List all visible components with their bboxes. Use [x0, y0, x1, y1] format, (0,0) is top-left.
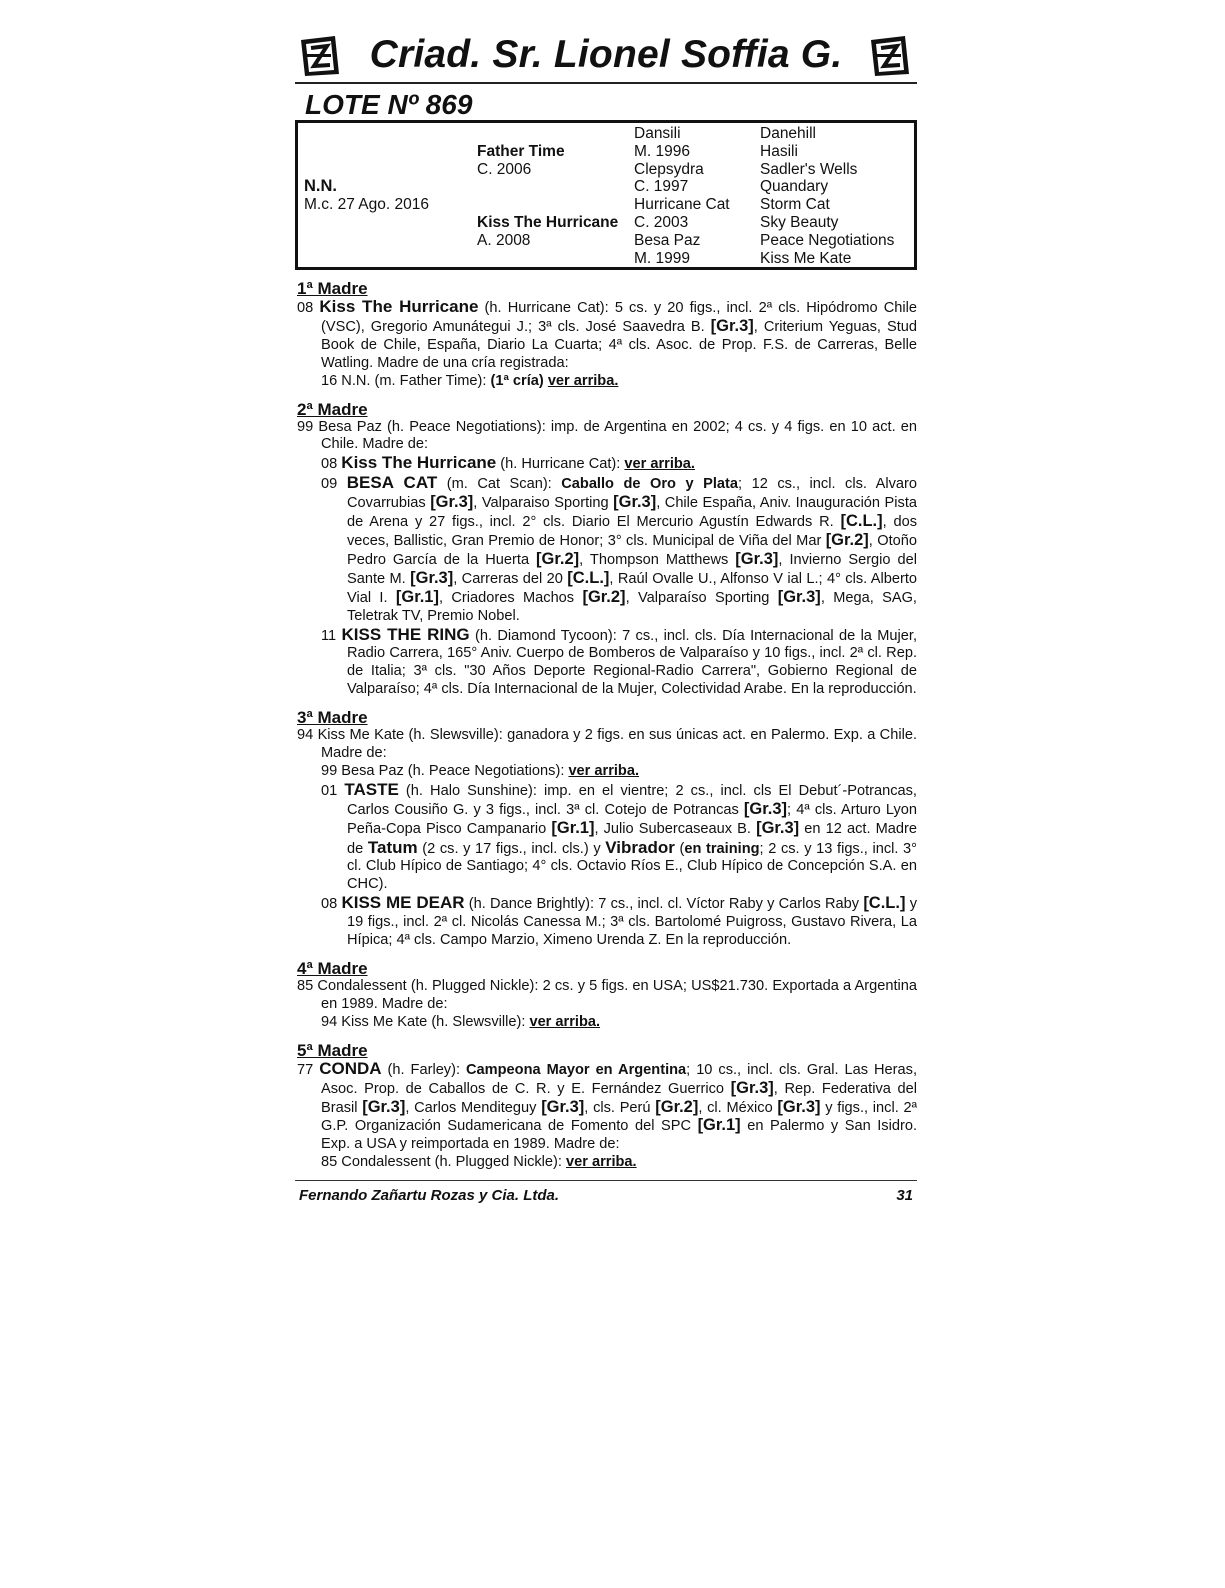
produce-entry: 01 TASTE (h. Halo Sunshine): imp. en el vientre; 2 cs., incl. cls El Debut´-Potrancas, Carlos Cousiño G. y 3 figs., incl. 3ª cl. Cotejo de Potrancas [Gr.3]; 4ª cls. Arturo Lyon Peña-Copa Pisco Campanario [Gr.1], Julio Subercaseaux B. [Gr.3] en 12 act. Madre de Tatum (2 cs. y 17 figs., incl. cls.) y Vibrador (en training; 2 cs. y 13 figs., incl. 3° cl. Club Hípico de Santiago; 4° cls. Octavio Ríos E., Club Hípico de Concepción S.A. en CHC). — [321, 779, 918, 893]
section-title: 2ª Madre — [297, 399, 368, 419]
dam-name: Kiss The Hurricane — [477, 213, 619, 231]
great-grandparent-cell: Sadler's Wells — [760, 160, 858, 178]
grandparent-cell: M. 1999 — [634, 249, 691, 267]
fifth-dam-section — [295, 1042, 917, 1172]
pedigree-parents-column — [477, 125, 618, 250]
third-dam-section — [295, 709, 917, 950]
produce-entry: 08 Kiss The Hurricane (h. Hurricane Cat): ver arriba. — [321, 453, 695, 473]
sire-name: Father Time — [477, 142, 565, 160]
grandparent-cell: M. 1996 — [634, 142, 691, 160]
foal-name: N.N. — [304, 177, 337, 196]
dam-entry: 94 Kiss Me Kate (h. Slewsville): ganadora y 2 figs. en sus únicas act. en Palermo. Exp. a Chile. Madre de: — [297, 727, 917, 762]
pedigree-table — [295, 120, 917, 270]
dam-entry: 08 Kiss The Hurricane (h. Hurricane Cat): 5 cs. y 20 figs., incl. 2ª cls. Hipódromo Chile (VSC), Gregorio Amunátegui J.; 3ª cls. José Saavedra B. [Gr.3], Criterium Yeguas, Stud Book de Chile, España, Diario La Cuarta; 4ª cls. Asoc. de Prop. F.S. de Carreras, Belle Watling. Madre de una cría registrada: — [297, 297, 917, 371]
foal-info: M.c. 27 Ago. 2016 — [304, 196, 429, 214]
great-grandparent-cell: Hasili — [760, 142, 798, 160]
grandparent-cell: C. 2003 — [634, 213, 689, 231]
pedigree-grandparents-column — [634, 125, 730, 267]
second-dam-section — [295, 401, 917, 700]
grandparent-cell: Clepsydra — [634, 160, 704, 178]
produce-entry: 94 Kiss Me Kate (h. Slewsville): ver arriba. — [321, 1013, 601, 1030]
page-footer — [295, 1180, 917, 1209]
fourth-dam-section — [295, 960, 917, 1032]
catalog-page — [295, 30, 917, 1172]
section-title: 5ª Madre — [297, 1040, 368, 1060]
produce-entry: 85 Condalessent (h. Plugged Nickle): ver arriba. — [321, 1154, 637, 1171]
produce-entry: 99 Besa Paz (h. Peace Negotiations): ver arriba. — [321, 762, 640, 779]
great-grandparent-cell: Danehill — [760, 125, 817, 142]
section-title: 1ª Madre — [297, 279, 368, 298]
section-title: 3ª Madre — [297, 708, 368, 728]
dam-entry: 77 CONDA (h. Farley): Campeona Mayor en Argentina; 10 cs., incl. cls. Gral. Las Heras, Asoc. Prop. de Caballos de C. R. y E. Fernández Guerrico [Gr.3], Rep. Federativa del Brasil [Gr.3], Carlos Menditeguy [Gr.3], cls. Perú [Gr.2], cl. México [Gr.3] y figs., incl. 2ª G.P. Organización Sudamericana de Fomento del SPC [Gr.1] en Palermo y San Isidro. Exp. a USA y reimportada en 1989. Madre de: — [297, 1058, 918, 1153]
produce-entry: 16 N.N. (m. Father Time): (1ª cría) ver arriba. — [321, 372, 619, 389]
see-above-link[interactable]: ver arriba. — [547, 372, 619, 389]
section-title: 4ª Madre — [297, 959, 368, 978]
zanartu-logo-icon — [867, 34, 913, 78]
great-grandparent-cell: Storm Cat — [760, 196, 830, 214]
produce-entry: 11 KISS THE RING (h. Diamond Tycoon): 7 cs., incl. cls. Día Internacional de la Mujer, Radio Carrera, 165° Aniv. Cuerpo de Bomberos de Valparaíso y 10 figs., incl. 2ª cl. Rep. de Italia; 3ª cls. "30 Años Deporte Regional-Radio Carrera", Gobierno Regional de Valparaíso; 4ª cls. Día Internacional de la Mujer, Colectividad Arabe. En la reproducción. — [321, 624, 917, 698]
grandparent-cell: Besa Paz — [634, 231, 701, 249]
produce-entry: 08 KISS ME DEAR (h. Dance Brightly): 7 cs., incl. cl. Víctor Raby y Carlos Raby [C.L.] y 19 figs., incl. 2ª cl. Nicolás Canessa M.; 3ª cls. Bartolomé Puigross, Gustavo Rivera, La Hípica; 4ª cls. Campo Marzio, Ximeno Urenda Z. En la reproducción. — [321, 893, 917, 949]
dam-entry: 99 Besa Paz (h. Peace Negotiations): imp. de Argentina en 2002; 4 cs. y 4 figs. en 10 act. en Chile. Madre de: — [297, 418, 917, 453]
grandparent-cell: Hurricane Cat — [634, 196, 730, 214]
breeder-title: Criad. Sr. Lionel Soffia G. — [369, 33, 843, 76]
grandparent-cell: C. 1997 — [634, 178, 689, 196]
see-above-link[interactable]: ver arriba. — [529, 1013, 601, 1030]
dam-info: A. 2008 — [477, 231, 531, 249]
grandparent-cell: Dansili — [634, 125, 681, 142]
see-above-link[interactable]: ver arriba. — [624, 456, 695, 473]
sire-info: C. 2006 — [477, 160, 532, 178]
see-above-link[interactable]: ver arriba. — [566, 1154, 637, 1171]
page-header — [295, 30, 917, 84]
great-grandparent-cell: Quandary — [760, 178, 829, 196]
see-above-link[interactable]: ver arriba. — [568, 762, 640, 779]
first-dam-section — [295, 280, 917, 391]
dam-entry: 85 Condalessent (h. Plugged Nickle): 2 cs. y 5 figs. en USA; US$21.730. Exportada a Argentina en 1989. Madre de: — [297, 978, 917, 1012]
page-number: 31 — [896, 1187, 913, 1204]
great-grandparent-cell: Peace Negotiations — [760, 231, 895, 249]
lot-number: LOTE Nº 869 — [305, 89, 473, 120]
produce-entry: 09 BESA CAT (m. Cat Scan): Caballo de Oro y Plata; 12 cs., incl. cls. Alvaro Covarrubias [Gr.3], Valparaiso Sporting [Gr.3], Chile España, Aniv. Inauguración Pista de Arena y 27 figs., incl. 2° cls. Diario El Mercurio Agustín Edwards R. [C.L.], dos veces, Ballistic, Gran Premio de Honor; 3° cls. Municipal de Viña del Mar [Gr.2], Otoño Pedro García de la Huerta [Gr.2], Thompson Matthews [Gr.3], Invierno Sergio del Sante M. [Gr.3], Carreras del 20 [C.L.], Raúl Ovalle U., Alfonso V ial L.; 4° cls. Alberto Vial I. [Gr.1], Criadores Machos [Gr.2], Valparaíso Sporting [Gr.3], Mega, SAG, Teletrak TV, Premio Nobel. — [321, 473, 917, 624]
pedigree-foal-column — [304, 125, 429, 214]
great-grandparent-cell: Kiss Me Kate — [760, 249, 852, 267]
great-grandparent-cell: Sky Beauty — [760, 213, 839, 231]
company-name: Fernando Zañartu Rozas y Cia. Ltda. — [299, 1187, 560, 1204]
pedigree-great-grandparents-column — [760, 125, 894, 267]
